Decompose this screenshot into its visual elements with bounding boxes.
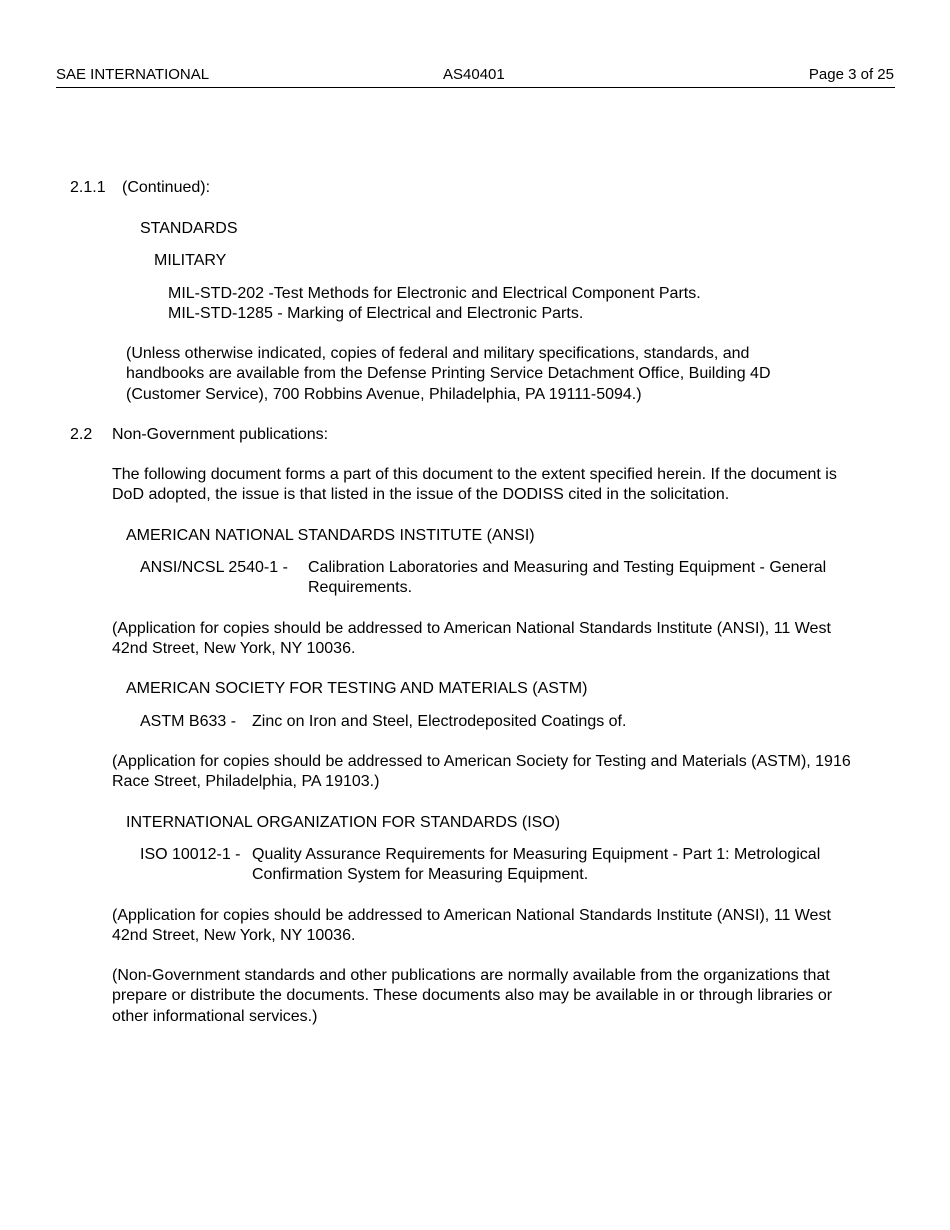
subcategory-military: MILITARY — [154, 252, 227, 269]
iso-address-note: (Application for copies should be addressed to American National Standards Institute (ANSI), 11 West 42nd Street, New York, NY 10036. — [112, 907, 831, 945]
mil-std-1285-item: MIL-STD-1285 - Marking of Electrical and Electronic Parts. — [168, 305, 584, 322]
category-standards: STANDARDS — [140, 220, 238, 237]
astm-description: Zinc on Iron and Steel, Electrodeposited Coatings of. — [252, 713, 627, 730]
header-page-number: Page 3 of 25 — [808, 66, 894, 83]
header-doc-number: AS40401 — [443, 66, 505, 83]
ansi-code: ANSI/NCSL 2540-1 - — [140, 559, 288, 576]
federal-specs-note: (Unless otherwise indicated, copies of federal and military specifications, standards, and handbooks are available from the Defense Printing Service Detachment Office, Building 4D (Customer Service), 700 Robbins Avenue, Philadelphia, PA 19111-5094.) — [126, 345, 771, 403]
iso-org-heading: INTERNATIONAL ORGANIZATION FOR STANDARDS (ISO) — [126, 814, 561, 831]
section-2-1-1-title: (Continued): — [122, 179, 211, 196]
ansi-address-note: (Application for copies should be addressed to American National Standards Institute (ANSI), 11 West 42nd Street, New York, NY 10036. — [112, 620, 831, 658]
astm-code: ASTM B633 - — [140, 713, 237, 730]
non-government-closing-note: (Non-Government standards and other publications are normally available from the organizations that prepare or distribute the documents. These documents also may be available in or through libraries or other informational services.) — [112, 967, 833, 1025]
ansi-description: Calibration Laboratories and Measuring and Testing Equipment - General Requirements. — [308, 559, 827, 597]
iso-code: ISO 10012-1 - — [140, 846, 241, 863]
ansi-org-heading: AMERICAN NATIONAL STANDARDS INSTITUTE (ANSI) — [126, 527, 535, 544]
section-2-2-title: Non-Government publications: — [112, 426, 329, 443]
section-2-2-number: 2.2 — [70, 426, 93, 443]
mil-std-202-item: MIL-STD-202 -Test Methods for Electronic and Electrical Component Parts. — [168, 285, 701, 302]
header-org: SAE INTERNATIONAL — [56, 66, 210, 83]
astm-org-heading: AMERICAN SOCIETY FOR TESTING AND MATERIALS (ASTM) — [126, 680, 588, 697]
astm-address-note: (Application for copies should be addressed to American Society for Testing and Materials (ASTM), 1916 Race Street, Philadelphia, PA 19103.) — [112, 753, 851, 791]
iso-description: Quality Assurance Requirements for Measuring Equipment - Part 1: Metrological Confirmation System for Measuring Equipment. — [252, 846, 821, 884]
section-2-2-intro: The following document forms a part of this document to the extent specified herein. If the document is DoD adopted, the issue is that listed in the issue of the DODISS cited in the solicitation. — [112, 466, 837, 504]
section-2-1-1-number: 2.1.1 — [70, 179, 106, 196]
header-rule — [56, 87, 895, 88]
